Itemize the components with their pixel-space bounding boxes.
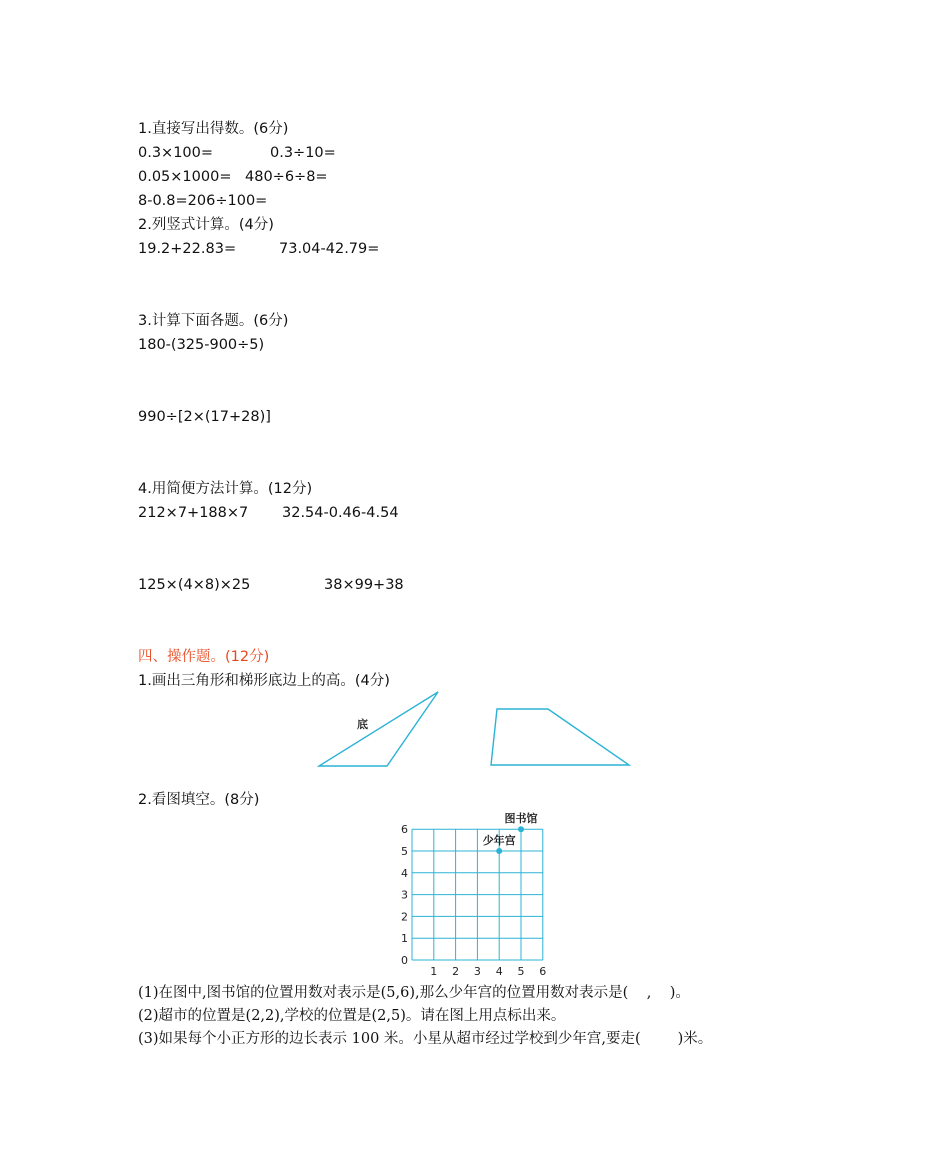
trapezoid-shape	[491, 709, 629, 765]
grid-point	[496, 848, 502, 854]
triangle-label: 底	[357, 718, 368, 731]
x-tick-label: 6	[539, 965, 547, 978]
q2-item: 73.04-42.79=	[279, 241, 380, 257]
q4-item: 125×(4×8)×25	[138, 577, 251, 593]
q4-item: 38×99+38	[324, 577, 404, 593]
grid-point	[518, 826, 524, 832]
y-tick-label: 3	[401, 888, 408, 902]
p4-q1-title: 1.画出三角形和梯形底边上的高。(4分)	[138, 673, 390, 689]
q1-item: 480÷6÷8=	[245, 169, 328, 185]
q2-item: 19.2+22.83=	[138, 241, 237, 257]
y-tick-label: 5	[401, 845, 408, 858]
y-tick-label: 0	[401, 954, 408, 967]
x-tick-label: 2	[452, 965, 460, 978]
y-tick-label: 1	[401, 932, 408, 946]
q1-title: 1.直接写出得数。(6分)	[138, 121, 289, 137]
q1-row1	[138, 143, 336, 163]
section-title: 四、操作题。(12分)	[138, 649, 270, 665]
q4-item: 212×7+188×7	[138, 505, 249, 521]
q2-title: 2.列竖式计算。(4分)	[138, 217, 274, 233]
x-tick-label: 5	[517, 965, 525, 978]
y-tick-label: 6	[401, 823, 408, 837]
q3-title: 3.计算下面各题。(6分)	[138, 313, 289, 329]
x-tick-label: 4	[495, 965, 503, 978]
q3-expr2: 990÷[2×(17+28)]	[138, 409, 271, 425]
sub-question-3: (3)如果每个小正方形的边长表示 100 米。小星从超市经过学校到少年宫,要走( )米。	[138, 1031, 713, 1047]
sub-question-2: (2)超市的位置是(2,2),学校的位置是(2,5)。请在图上用点标出来。	[138, 1008, 566, 1024]
q3-expr1: 180-(325-900÷5)	[138, 337, 265, 353]
grid-point-label: 图书馆	[504, 812, 538, 826]
p4-q2-title: 2.看图填空。(8分)	[138, 792, 260, 808]
q1-item: 0.3÷10=	[270, 145, 336, 161]
triangle-shape	[319, 692, 438, 766]
x-tick-label: 1	[430, 965, 438, 978]
q2-row1	[138, 239, 379, 259]
y-tick-label: 4	[401, 866, 408, 880]
q1-row3: 8-0.8=206÷100=	[138, 193, 268, 209]
q4-item: 32.54-0.46-4.54	[282, 505, 399, 521]
q4-row2	[138, 575, 404, 595]
q1-row2	[138, 167, 328, 187]
q1-item: 0.3×100=	[138, 145, 214, 161]
sub-question-1: (1)在图中,图书馆的位置用数对表示是(5,6),那么少年宫的位置用数对表示是( , )。	[138, 985, 690, 1001]
q4-row1	[138, 503, 399, 523]
q1-item: 0.05×1000=	[138, 169, 232, 185]
grid-point-label: 少年宫	[482, 834, 516, 847]
y-tick-label: 2	[401, 910, 408, 924]
q4-title: 4.用简便方法计算。(12分)	[138, 481, 313, 497]
x-tick-label: 3	[473, 965, 481, 978]
